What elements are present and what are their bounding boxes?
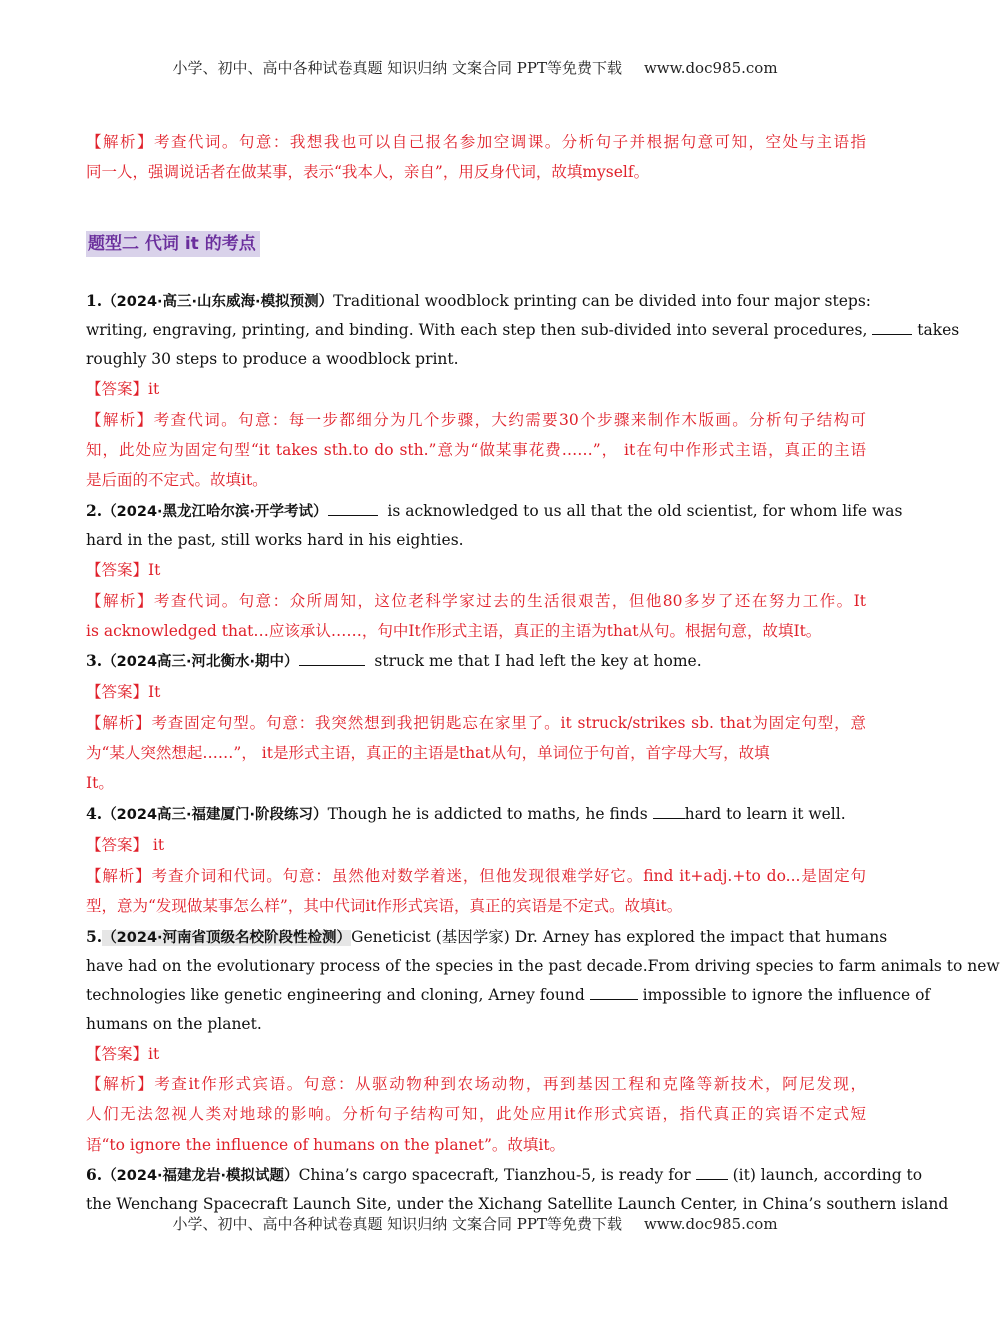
section-title: 题型二 代词 it 的考点	[86, 231, 260, 257]
q6-line2: the Wenchang Spacecraft Launch Site, under the Xichang Satellite Launch Center, in China’s southern island	[86, 1195, 949, 1213]
q4-text1a: Though he is addicted to maths, he finds	[327, 805, 648, 823]
q2-analysis-line1: 【解析】考查代词。句意：众所周知，这位老科学家过去的生活很艰苦，但他80多岁了还在努力工作。It	[86, 592, 866, 610]
q3-analysis-line1: 【解析】考查固定句型。句意：我突然想到我把钥匙忘在家里了。it struck/strikes sb. that为固定句型，意	[86, 714, 866, 732]
q3-answer: 【答案】It	[86, 683, 161, 701]
q1-answer: 【答案】it	[86, 380, 160, 398]
q4-blank[interactable]	[653, 804, 685, 819]
q1-number: 1.	[86, 291, 103, 310]
q2-line1	[86, 501, 903, 522]
q1-text1: Traditional woodblock printing can be divided into four major steps:	[333, 292, 871, 310]
q5-text3b: impossible to ignore the influence of	[642, 986, 931, 1004]
q4-analysis-line1: 【解析】考查介词和代词。句意：虽然他对数学着迷，但他发现很难学好它。find it+adj.+to do...是固定句	[86, 867, 866, 885]
q1-line3: roughly 30 steps to produce a woodblock print.	[86, 350, 459, 368]
q6-text1a: China’s cargo spacecraft, Tianzhou-5, is ready for	[298, 1166, 691, 1184]
q4-line1	[86, 804, 866, 825]
q6-line1	[86, 1165, 923, 1186]
q1-analysis-line1: 【解析】考查代词。句意：每一步都细分为几个步骤，大约需要30个步骤来制作木版画。分析句子结构可	[86, 411, 866, 429]
q1-source: （2024·高三·山东威海·模拟预测）	[102, 294, 334, 310]
q1-blank[interactable]	[872, 320, 912, 335]
q5-answer: 【答案】it	[86, 1045, 160, 1063]
q3-analysis-line3: It。	[86, 774, 114, 792]
header-url[interactable]: www.doc985.com	[643, 59, 778, 77]
q6-number: 6.	[86, 1165, 103, 1184]
intro-analysis-line2: 同一人，强调说话者在做某事，表示“我本人，亲自”，用反身代词，故填myself。	[86, 163, 650, 181]
q1-line1	[86, 291, 871, 312]
page-header	[0, 57, 950, 78]
q1-analysis-line3: 是后面的不定式。故填it。	[86, 471, 268, 489]
q5-analysis-line1: 【解析】考查it作形式宾语。句意：从驱动物种到农场动物，再到基因工程和克隆等新技术，阿尼发现，	[86, 1075, 866, 1093]
q4-answer: 【答案】 it	[86, 836, 165, 854]
q1-text2a: writing, engraving, printing, and binding. With each step then sub-divided into several procedures,	[86, 321, 868, 339]
q5-text1: Geneticist (基因学家) Dr. Arney has explored the impact that humans	[351, 928, 888, 946]
q1-line2	[86, 320, 960, 340]
q4-analysis-line2: 型，意为“发现做某事怎么样”，其中代词it作形式宾语，真正的宾语是不定式。故填it。	[86, 897, 683, 915]
q5-line1	[86, 927, 888, 948]
q5-line2: have had on the evolutionary process of the species in the past decade.From driving species to farm animals to new	[86, 957, 1000, 975]
q4-number: 4.	[86, 804, 103, 823]
q3-text1: struck me that I had left the key at home.	[374, 652, 702, 670]
q1-text2b: takes	[917, 321, 960, 339]
q5-text3a: technologies like genetic engineering and cloning, Arney found	[86, 986, 585, 1004]
q2-line2: hard in the past, still works hard in his eighties.	[86, 531, 464, 549]
q6-blank[interactable]	[696, 1165, 728, 1180]
header-text: 小学、初中、高中各种试卷真题 知识归纳 文案合同 PPT等免费下载	[172, 59, 622, 77]
q3-analysis-line2: 为“某人突然想起……”， it是形式主语，真正的主语是that从句，单词位于句首，首字母大写，故填	[86, 744, 770, 762]
q2-answer: 【答案】It	[86, 561, 161, 579]
q5-analysis-line2: 人们无法忽视人类对地球的影响。分析句子结构可知，此处应用it作形式宾语，指代真正的宾语不定式短	[86, 1105, 866, 1123]
footer-url[interactable]: www.doc985.com	[643, 1215, 778, 1233]
intro-analysis-line1: 【解析】考查代词。句意：我想我也可以自己报名参加空调课。分析句子并根据句意可知，空处与主语指	[86, 133, 866, 151]
q5-number: 5.	[86, 927, 103, 946]
q2-number: 2.	[86, 501, 103, 520]
q6-text1b: (it) launch, according to	[732, 1166, 923, 1184]
q5-source: （2024·河南省顶级名校阶段性检测）	[102, 930, 352, 946]
q2-text1: is acknowledged to us all that the old scientist, for whom life was	[387, 502, 903, 520]
q5-line4: humans on the planet.	[86, 1015, 262, 1033]
q2-source: （2024·黑龙江哈尔滨·开学考试）	[102, 504, 328, 520]
q3-blank[interactable]	[299, 651, 365, 666]
q4-text1b: hard to learn it well.	[684, 805, 846, 823]
q5-blank[interactable]	[590, 985, 638, 1000]
q1-analysis-line2: 知，此处应为固定句型“it takes sth.to do sth.”意为“做某事花费……”， it在句中作形式主语，真正的主语	[86, 441, 866, 459]
footer-text: 小学、初中、高中各种试卷真题 知识归纳 文案合同 PPT等免费下载	[172, 1215, 622, 1233]
q3-source: （2024高三·河北衡水·期中）	[102, 654, 299, 670]
q2-blank[interactable]	[328, 501, 378, 516]
q6-source: （2024·福建龙岩·模拟试题）	[102, 1168, 299, 1184]
q3-line1	[86, 651, 866, 672]
q4-source: （2024高三·福建厦门·阶段练习）	[102, 807, 328, 823]
q2-analysis-line2: is acknowledged that…应该承认……，句中It作形式主语，真正的主语为that从句。根据句意，故填It。	[86, 622, 822, 640]
q5-line3	[86, 985, 931, 1005]
q5-analysis-line3: 语“to ignore the influence of humans on the planet”。故填it。	[86, 1136, 566, 1154]
page-footer	[0, 1213, 950, 1234]
q3-number: 3.	[86, 651, 103, 670]
